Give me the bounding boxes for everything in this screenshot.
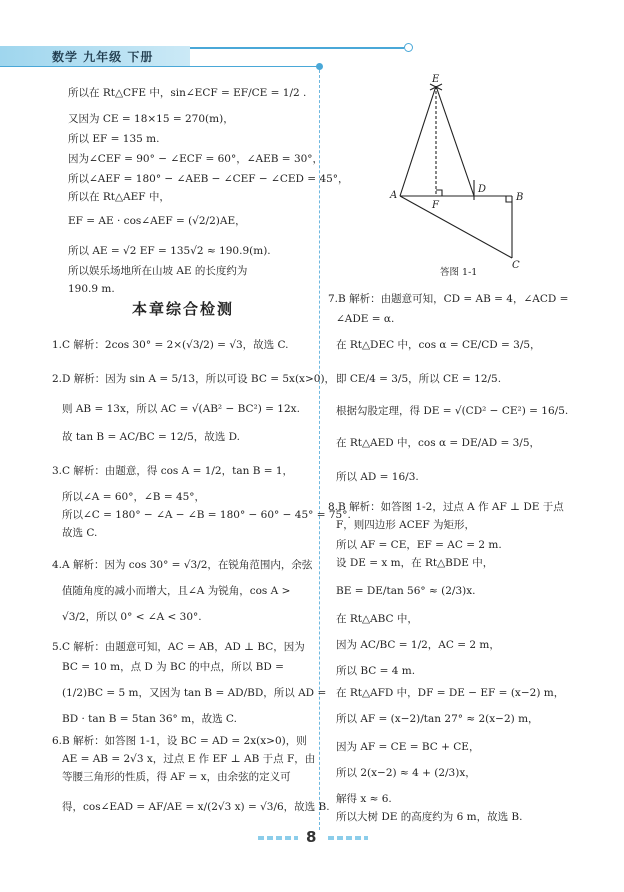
page-header bbox=[0, 44, 624, 68]
answer-line: 2.D 解析：因为 sin A = 5/13，所以可设 BC = 5x(x>0)， bbox=[52, 373, 336, 385]
solution-line: 所以在 Rt△AEF 中， bbox=[68, 191, 170, 203]
answer-line: 故 tan B = AC/BC = 12/5，故选 D. bbox=[62, 431, 240, 443]
answer-line: BE = DE/tan 56° ≈ (2/3)x. bbox=[336, 585, 476, 597]
page-number: 8 bbox=[306, 828, 317, 846]
label-d: D bbox=[478, 184, 487, 195]
edge-ea bbox=[400, 86, 436, 196]
solution-line: 又因为 CE = 18×15 = 270(m)， bbox=[68, 113, 234, 125]
answer-line: 所以 AF = CE，EF = AC = 2 m. bbox=[336, 539, 502, 551]
right-angle-b bbox=[506, 196, 512, 202]
answer-line: √3/2，所以 0° < ∠A < 30°. bbox=[62, 611, 202, 623]
answer-line: 4.A 解析：因为 cos 30° = √3/2，在锐角范围内，余弦 bbox=[52, 559, 313, 571]
answer-line: 则 AB = 13x，所以 AC = √(AB² − BC²) = 12x. bbox=[62, 403, 300, 415]
solution-line: 所以 EF = 135 m. bbox=[68, 133, 160, 145]
answer-line: 在 Rt△AFD 中，DF = DE − EF = (x−2) m， bbox=[336, 687, 565, 699]
answer-line: 等腰三角形的性质，得 AF = x，由余弦的定义可 bbox=[62, 771, 291, 783]
figure-1-1 bbox=[388, 70, 548, 270]
answer-line: BD · tan B = 5tan 36° m，故选 C. bbox=[62, 713, 237, 725]
right-angle-f bbox=[436, 190, 442, 196]
edge-ac bbox=[400, 196, 512, 258]
header-title: 数学 九年级 下册 bbox=[52, 50, 154, 64]
figure-caption: 答图 1-1 bbox=[440, 267, 478, 278]
answer-line: 在 Rt△DEC 中，cos α = CE/CD = 3/5， bbox=[336, 339, 541, 351]
answer-line: 所以 AD = 16/3. bbox=[336, 471, 419, 483]
answer-line: 得，cos∠EAD = AF/AE = x/(2√3 x) = √3/6，故选 B. bbox=[62, 801, 330, 813]
answer-line: 1.C 解析：2cos 30° = 2×(√3/2) = √3，故选 C. bbox=[52, 339, 289, 351]
answer-line: 根据勾股定理，得 DE = √(CD² − CE²) = 16/5. bbox=[336, 405, 569, 417]
answer-line: 3.C 解析：由题意，得 cos A = 1/2，tan B = 1， bbox=[52, 465, 294, 477]
answer-line: F，则四边形 ACEF 为矩形， bbox=[336, 519, 476, 531]
answer-line: 7.B 解析：由题意可知，CD = AB = 4，∠ACD = bbox=[328, 293, 569, 305]
solution-line: 190.9 m. bbox=[68, 283, 115, 295]
solution-line: 所以在 Rt△CFE 中，sin∠ECF = EF/CE = 1/2 . bbox=[68, 87, 307, 99]
label-f: F bbox=[432, 200, 439, 211]
answer-line: 所以 BC = 4 m. bbox=[336, 665, 416, 677]
label-c: C bbox=[512, 260, 520, 270]
answer-line: 所以∠C = 180° − ∠A − ∠B = 180° − 60° − 45° = 75°. bbox=[62, 509, 351, 521]
answer-line: 所以 2(x−2) ≈ 4 + (2/3)x， bbox=[336, 767, 476, 779]
answer-line: 所以 AF = (x−2)/tan 27° ≈ 2(x−2) m， bbox=[336, 713, 539, 725]
label-a: A bbox=[390, 190, 398, 201]
answer-line: 值随角度的减小而增大，且∠A 为锐角，cos A > bbox=[62, 585, 291, 597]
page-footer bbox=[0, 828, 624, 848]
footer-ornament-right bbox=[328, 836, 368, 840]
answer-line: 故选 C. bbox=[62, 527, 98, 539]
section-title: 本章综合检测 bbox=[132, 300, 235, 318]
answer-line: BC = 10 m，点 D 为 BC 的中点，所以 BD = bbox=[62, 661, 284, 673]
answer-line: AE = AB = 2√3 x，过点 E 作 EF ⊥ AB 于点 F，由 bbox=[62, 753, 316, 765]
answer-line: 所以大树 DE 的高度约为 6 m，故选 B. bbox=[336, 811, 523, 823]
solution-line: 因为∠CEF = 90° − ∠ECF = 60°，∠AEB = 30°， bbox=[68, 153, 324, 165]
answer-line: 在 Rt△ABC 中， bbox=[336, 613, 418, 625]
answer-line: 因为 AF = CE = BC + CE， bbox=[336, 741, 480, 753]
answer-line: 8.B 解析：如答图 1-2，过点 A 作 AF ⊥ DE 于点 bbox=[328, 501, 564, 513]
answer-line: (1/2)BC = 5 m，又因为 tan B = AD/BD，所以 AD = bbox=[62, 687, 327, 699]
header-dot-marker bbox=[316, 63, 323, 70]
label-e: E bbox=[432, 74, 440, 85]
edge-ed bbox=[436, 86, 474, 196]
header-rule bbox=[190, 47, 404, 49]
label-b: B bbox=[516, 192, 524, 203]
header-underline bbox=[0, 66, 320, 67]
answer-line: ∠ADE = α. bbox=[336, 313, 395, 325]
solution-line: 所以娱乐场地所在山坡 AE 的长度约为 bbox=[68, 265, 248, 277]
solution-line: 所以∠AEF = 180° − ∠AEB − ∠CEF − ∠CED = 45°， bbox=[68, 173, 349, 185]
answer-line: 在 Rt△AED 中，cos α = DE/AD = 3/5， bbox=[336, 437, 541, 449]
answer-line: 所以∠A = 60°，∠B = 45°， bbox=[62, 491, 206, 503]
solution-line: 所以 AE = √2 EF = 135√2 ≈ 190.9(m). bbox=[68, 245, 271, 257]
answer-line: 解得 x ≈ 6. bbox=[336, 793, 392, 805]
answer-line: 设 DE = x m，在 Rt△BDE 中， bbox=[336, 557, 494, 569]
header-circle-marker bbox=[404, 43, 413, 52]
solution-line: EF = AE · cos∠AEF = (√2/2)AE， bbox=[68, 215, 246, 227]
answer-line: 6.B 解析：如答图 1-1，设 BC = AD = 2x(x>0)，则 bbox=[52, 735, 307, 747]
answer-line: 即 CE/4 = 3/5，所以 CE = 12/5. bbox=[336, 373, 502, 385]
footer-ornament-left bbox=[258, 836, 298, 840]
answer-line: 因为 AC/BC = 1/2，AC = 2 m， bbox=[336, 639, 500, 651]
answer-line: 5.C 解析：由题意可知，AC = AB，AD ⊥ BC，因为 bbox=[52, 641, 305, 653]
